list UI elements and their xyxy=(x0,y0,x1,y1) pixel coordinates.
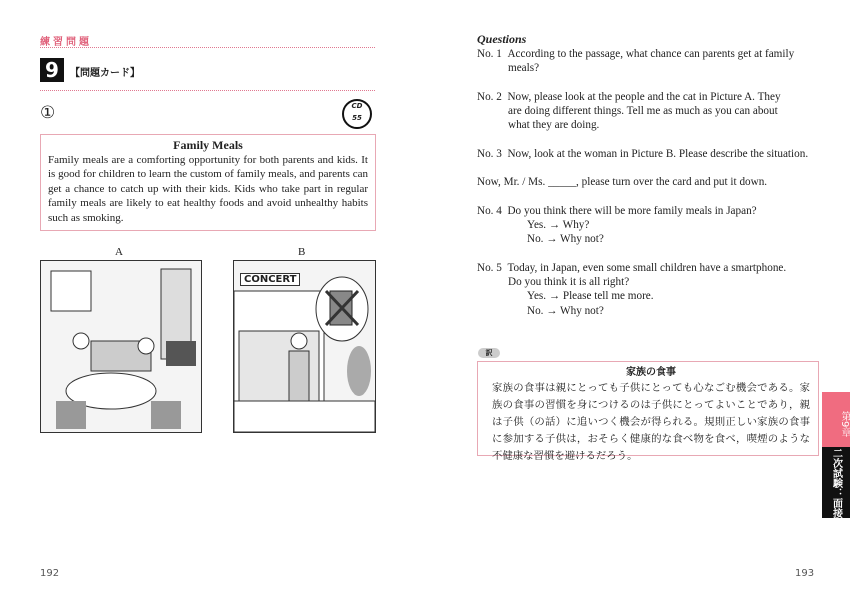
concert-sign: CONCERT xyxy=(240,273,300,286)
q-text: are doing different things. Tell me as much as you can about xyxy=(508,105,778,118)
translation-body: 家族の食事は親にとっても子供にとっても心なごむ機会である。家族の食事の習慣を身につけるのは子供にとってよいことであり，親は子供（の話）に追いつく機会が得られる。規則正しい家族の食事に参加する子供は，おそらく健康的な食べ物を食べ，喫煙のような不健康な習慣を避けるだろう。 xyxy=(492,382,810,462)
q-text: Now, look at the woman in Picture B. Please describe the situation. xyxy=(507,148,809,160)
q-number: No. 5 xyxy=(477,262,502,274)
card-label: 【問題カード】 xyxy=(70,68,140,79)
picture-a xyxy=(40,260,202,433)
page-number-right: 193 xyxy=(795,568,815,579)
translation-box xyxy=(477,361,819,462)
q-text: No. → Why not? xyxy=(527,304,604,317)
item-number: ① xyxy=(40,103,56,123)
family-meal-illustration xyxy=(41,261,201,432)
problem-number: 9 xyxy=(40,58,64,82)
picture-b-label: B xyxy=(298,246,306,258)
concert-illustration xyxy=(234,261,375,432)
translation-title: 家族の食事 xyxy=(626,367,676,378)
chapter-tab[interactable]: 第9章 xyxy=(822,392,850,447)
cd-label: CD xyxy=(351,102,363,110)
q-number: No. 4 xyxy=(477,205,502,217)
q-text: Yes. → Please tell me more. xyxy=(527,290,654,303)
passage-title: Family Meals xyxy=(173,138,243,152)
translation-badge: 訳 xyxy=(478,348,500,358)
q-text: Yes. → Why? xyxy=(527,219,590,232)
q-text: Now, please look at the people and the cat in Picture A. They xyxy=(507,91,781,103)
q-number: No. 1 xyxy=(477,48,502,60)
question-5 xyxy=(477,261,817,318)
divider xyxy=(40,90,375,91)
q-text: According to the passage, what chance can parents get at family xyxy=(507,48,795,60)
page-number-left: 192 xyxy=(40,568,60,579)
question-2 xyxy=(477,90,817,133)
passage-body: Family meals are a comforting opportunity for both parents and kids. It is good for children to learn the custom of family meals, and parents can get a chance to catch up with their kids. Kids who take part in regular family meals are likely to eat healthy foods and avoid unhealthy habits such as smoking. xyxy=(48,153,368,224)
q-text: Today, in Japan, even some small children have a smartphone. xyxy=(507,262,787,274)
q-text: No. → Why not? xyxy=(527,233,604,246)
divider xyxy=(40,47,375,48)
q-text: Do you think it is all right? xyxy=(508,276,630,289)
q-number: No. 2 xyxy=(477,91,502,103)
q-text: Do you think there will be more family meals in Japan? xyxy=(507,205,757,217)
passage-box xyxy=(40,134,376,231)
questions-heading: Questions xyxy=(477,32,527,46)
q-text: meals? xyxy=(508,62,540,75)
chapter-title-tab[interactable]: 二次試験：面接 xyxy=(822,447,850,518)
section-title: 練習問題 xyxy=(40,37,92,48)
instruction: Now, Mr. / Ms. _____, please turn over the card and put it down. xyxy=(477,176,768,188)
picture-b xyxy=(233,260,376,433)
question-3 xyxy=(477,147,837,161)
cd-track: 55 xyxy=(352,114,362,122)
cd-icon[interactable] xyxy=(342,99,372,129)
question-1 xyxy=(477,47,817,75)
question-4 xyxy=(477,204,817,247)
q-number: No. 3 xyxy=(477,148,502,160)
q-text: what they are doing. xyxy=(508,119,600,132)
picture-a-label: A xyxy=(115,246,123,258)
